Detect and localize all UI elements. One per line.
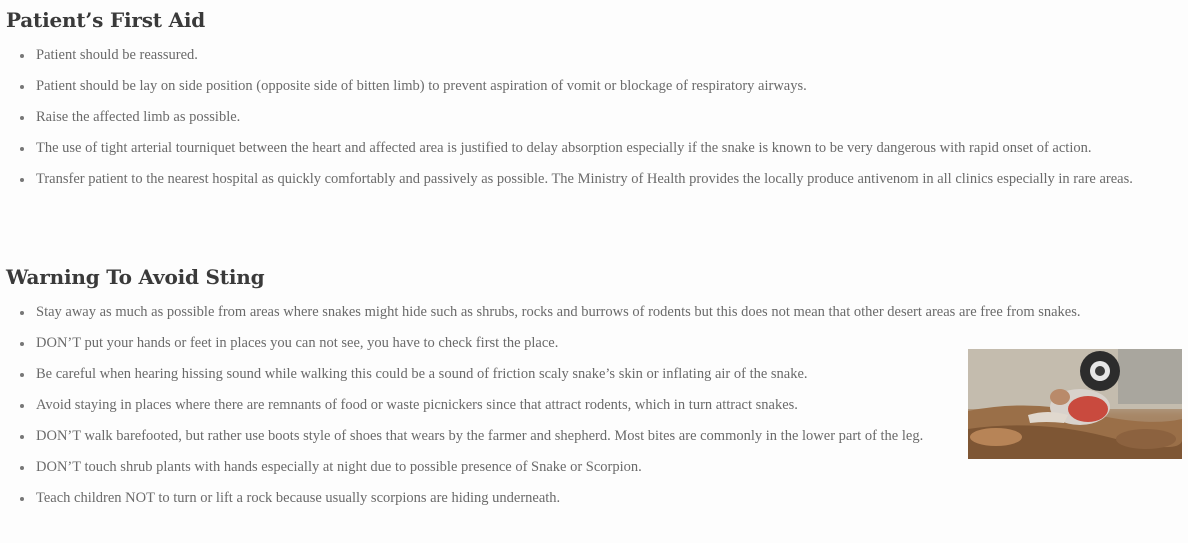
first-aid-list [0, 45, 1186, 200]
photo-illustration [968, 349, 1182, 459]
list-item: Stay away as much as possible from areas where snakes might hide such as shrubs, rocks and burrows of rodents but this does not mean that other desert areas are free from snakes. [0, 302, 1170, 323]
section-title-warning: Warning To Avoid Sting [6, 265, 265, 289]
list-item: Transfer patient to the nearest hospital as quickly comfortably and passively as possible. The Ministry of Health provides the locally produce antivenom in all clinics especially in rare areas. [0, 169, 1186, 190]
list-item: DON’T touch shrub plants with hands especially at night due to possible presence of Snake or Scorpion. [0, 457, 1170, 478]
section-title-first-aid: Patient’s First Aid [6, 8, 206, 32]
list-item: DON’T put your hands or feet in places you can not see, you have to check first the place. [0, 333, 956, 354]
list-item: Raise the affected limb as possible. [0, 107, 1186, 128]
list-item: DON’T walk barefooted, but rather use boots style of shoes that wears by the farmer and shepherd. Most bites are commonly in the lower part of the leg. [0, 426, 956, 447]
list-item: Patient should be reassured. [0, 45, 1186, 66]
list-item: Teach children NOT to turn or lift a rock because usually scorpions are hiding underneath. [0, 488, 1170, 509]
list-item: The use of tight arterial tourniquet between the heart and affected area is justified to delay absorption especially if the snake is known to be very dangerous with rapid onset of action. [0, 138, 1186, 159]
list-item: Avoid staying in places where there are remnants of food or waste picnickers since that attract rodents, which in turn attract snakes. [0, 395, 956, 416]
list-item: Patient should be lay on side position (opposite side of bitten limb) to prevent aspiration of vomit or blockage of respiratory airways. [0, 76, 1186, 97]
snake-bite-photo [968, 349, 1182, 459]
list-item: Be careful when hearing hissing sound while walking this could be a sound of friction scaly snake’s skin or inflating air of the snake. [0, 364, 956, 385]
